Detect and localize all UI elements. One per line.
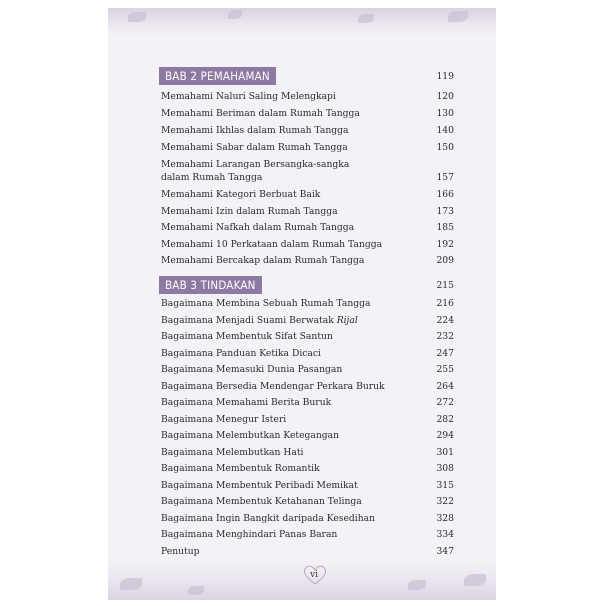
toc-entry[interactable]: Bagaimana Memahami Berita Buruk: [161, 397, 332, 408]
section-heading-bab-3: BAB 3 TINDAKAN: [159, 276, 262, 294]
section-page-bab-2: 119: [436, 71, 454, 82]
toc-entry[interactable]: Penutup: [161, 546, 200, 557]
toc-page-number: 192: [436, 239, 454, 250]
toc-entry[interactable]: Memahami Larangan Bersangka-sangka: [161, 159, 350, 170]
toc-page-number: 247: [436, 348, 454, 359]
toc-entry[interactable]: Memahami 10 Perkataan dalam Rumah Tangga: [161, 239, 383, 250]
toc-page-number: 322: [436, 496, 454, 507]
toc-entry[interactable]: Bagaimana Membentuk Sifat Santun: [161, 331, 333, 342]
toc-entry[interactable]: Memahami Sabar dalam Rumah Tangga: [161, 142, 348, 153]
leaf-decoration: [448, 11, 468, 22]
toc-page-number: 130: [436, 108, 454, 119]
toc-entry[interactable]: Memahami Kategori Berbuat Baik: [161, 189, 321, 200]
toc-page-number: 157: [436, 172, 454, 183]
toc-entry[interactable]: Memahami Bercakap dalam Rumah Tangga: [161, 255, 365, 266]
toc-entry[interactable]: Memahami Ikhlas dalam Rumah Tangga: [161, 125, 349, 136]
toc-page-number: 301: [436, 447, 454, 458]
toc-entry[interactable]: Bagaimana Melembutkan Hati: [161, 447, 304, 458]
toc-page-number: 224: [436, 315, 454, 326]
toc-entry[interactable]: Memahami Izin dalam Rumah Tangga: [161, 206, 338, 217]
book-page: [108, 8, 496, 600]
toc-entry[interactable]: Bagaimana Ingin Bangkit daripada Kesedihan: [161, 513, 376, 524]
toc-entry[interactable]: Bagaimana Menghindari Panas Baran: [161, 529, 338, 540]
toc-page-number: 255: [436, 364, 454, 375]
toc-entry[interactable]: Memahami Naluri Saling Melengkapi: [161, 91, 336, 102]
toc-page-number: 120: [436, 91, 454, 102]
toc-page-number: 294: [436, 430, 454, 441]
toc-entry[interactable]: Memahami Nafkah dalam Rumah Tangga: [161, 222, 355, 233]
toc-entry-italic: Rijal: [336, 315, 358, 326]
toc-entry-continuation[interactable]: dalam Rumah Tangga: [161, 172, 263, 183]
toc-entry[interactable]: Bagaimana Membentuk Peribadi Memikat: [161, 480, 358, 491]
toc-page-number: 272: [436, 397, 454, 408]
toc-page-number: 232: [436, 331, 454, 342]
toc-entry[interactable]: Bagaimana Membentuk Romantik: [161, 463, 320, 474]
toc-page-number: 166: [436, 189, 454, 200]
leaf-decoration: [120, 578, 142, 590]
toc-page-number: 308: [436, 463, 454, 474]
leaf-decoration: [128, 12, 146, 22]
toc-page-number: 347: [436, 546, 454, 557]
toc-page-number: 216: [436, 298, 454, 309]
leaf-decoration: [408, 580, 426, 590]
toc-page-number: 150: [436, 142, 454, 153]
toc-page-number: 334: [436, 529, 454, 540]
floral-header-decoration: [108, 8, 496, 36]
toc-entry[interactable]: Bagaimana Memasuki Dunia Pasangan: [161, 364, 343, 375]
toc-page-number: 328: [436, 513, 454, 524]
toc-page-number: 185: [436, 222, 454, 233]
section-heading-bab-2: BAB 2 PEMAHAMAN: [159, 67, 276, 85]
leaf-decoration: [188, 586, 204, 595]
section-page-bab-3: 215: [436, 280, 454, 291]
leaf-decoration: [228, 10, 242, 19]
toc-entry[interactable]: Bagaimana Bersedia Mendengar Perkara Buruk: [161, 381, 385, 392]
toc-page-number: 282: [436, 414, 454, 425]
page-number: vi: [310, 570, 318, 580]
toc-page-number: 264: [436, 381, 454, 392]
toc-entry[interactable]: Bagaimana Panduan Ketika Dicaci: [161, 348, 321, 359]
toc-entry[interactable]: Bagaimana Membina Sebuah Rumah Tangga: [161, 298, 371, 309]
toc-entry[interactable]: Bagaimana Menegur Isteri: [161, 414, 287, 425]
toc-page-number: 209: [436, 255, 454, 266]
leaf-decoration: [464, 574, 486, 586]
toc-entry[interactable]: Memahami Beriman dalam Rumah Tangga: [161, 108, 360, 119]
toc-page-number: 315: [436, 480, 454, 491]
toc-page-number: 173: [436, 206, 454, 217]
toc-entry[interactable]: Bagaimana Melembutkan Ketegangan: [161, 430, 340, 441]
leaf-decoration: [358, 14, 374, 23]
toc-entry[interactable]: Bagaimana Membentuk Ketahanan Telinga: [161, 496, 362, 507]
toc-entry-text: Bagaimana Menjadi Suami Berwatak: [161, 315, 337, 326]
toc-page-number: 140: [436, 125, 454, 136]
